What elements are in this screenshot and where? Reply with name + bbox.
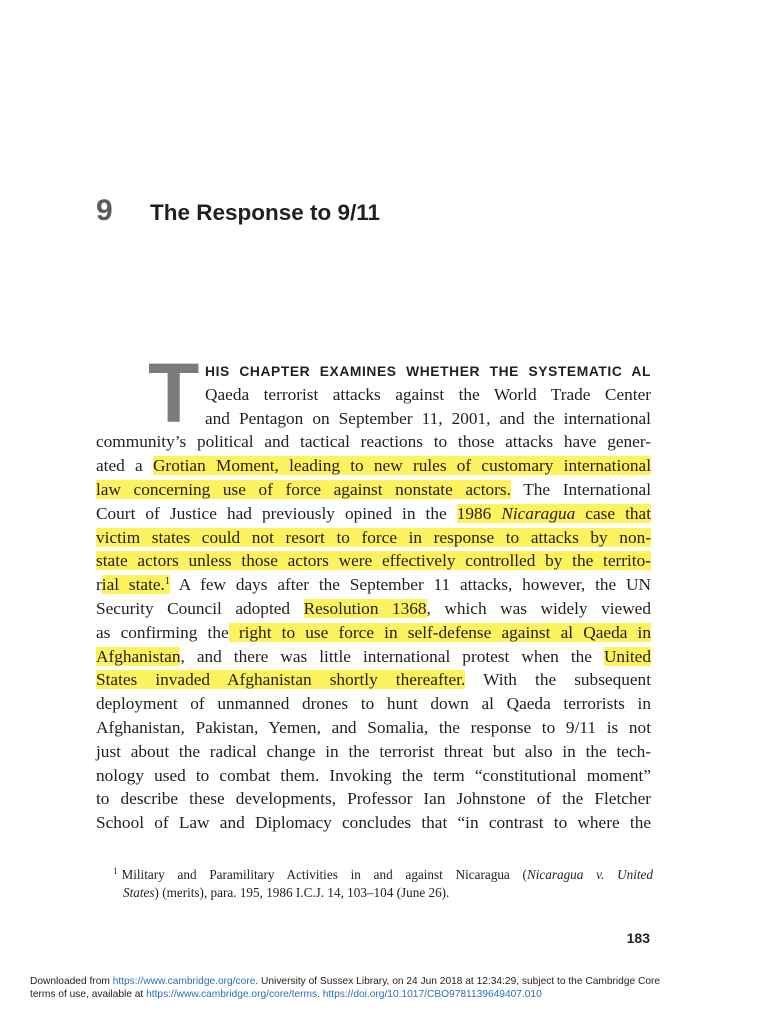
highlight: States invaded Afghanistan shortly thereafter. <box>96 670 466 690</box>
body-text <box>96 346 652 835</box>
text-line <box>96 573 651 597</box>
download-notice <box>30 975 740 1001</box>
text-line <box>96 764 651 788</box>
text-line <box>96 526 651 550</box>
line-text: ial state. <box>101 575 165 595</box>
line-text: Security Council adopted <box>96 598 304 618</box>
text-line <box>96 692 651 716</box>
highlight <box>102 575 170 594</box>
text-line <box>96 502 651 526</box>
highlight: Grotian Moment, leading to new rules of customary international <box>152 456 652 476</box>
text-line <box>96 811 651 835</box>
drop-cap: T <box>148 346 200 440</box>
line-text: case that <box>575 503 651 523</box>
line-text: to describe these developments, Professor Ian Johnstone of the Fletcher <box>96 789 651 809</box>
footnote-text: Military and Paramilitary Activities in and against Nicaragua ( <box>121 867 527 882</box>
line-text: r <box>96 575 102 595</box>
opening-caps: HIS CHAPTER EXAMINES WHETHER THE SYSTEMATIC AL <box>205 364 651 379</box>
text-line <box>96 645 651 669</box>
footnote-ref: 1 <box>164 576 170 588</box>
footnote-mark: 1 <box>113 866 118 876</box>
line-text: 1986 <box>456 503 502 523</box>
terms-link[interactable]: https://www.cambridge.org/core/terms <box>146 989 318 1000</box>
text-line <box>96 549 651 573</box>
line-text: community’s political and tactical reactions to those attacks have gener- <box>96 432 651 452</box>
highlight: Afghanistan <box>96 646 181 666</box>
line-text: With the subsequent <box>465 670 651 690</box>
line-text: , which was widely viewed <box>426 598 651 618</box>
line-text: deployment of unmanned drones to hunt down al Qaeda terrorists in <box>96 694 651 714</box>
line-text: A few days after the September 11 attacks, however, the UN <box>169 575 651 595</box>
line-text: nology used to combat them. Invoking the term “constitutional moment” <box>96 765 651 785</box>
line-text: Court of Justice had previously opined in the <box>96 503 457 523</box>
notice-text: . <box>317 989 323 1000</box>
highlight: state actors unless those actors were effectively controlled by the territo- <box>96 551 651 571</box>
line-text: as confirming the <box>96 622 229 642</box>
text-line <box>96 740 651 764</box>
highlight: law concerning use of force against nonstate actors. <box>96 479 511 499</box>
line-text: and Pentagon on September 11, 2001, and the international <box>205 408 651 428</box>
page-number: 183 <box>626 930 650 946</box>
chapter-title: The Response to 9/11 <box>150 200 381 225</box>
footnote-text: ) (merits), para. 195, 1986 I.C.J. 14, 103–104 (June 26). <box>154 884 450 900</box>
footnote-italic: States <box>123 884 155 900</box>
line-text: Qaeda terrorist attacks against the World Trade Center <box>205 384 651 404</box>
footnote-line <box>113 884 653 902</box>
text-line <box>96 668 651 692</box>
highlight: Resolution 1368 <box>303 598 427 618</box>
highlight: right to use force in self-defense against al Qaeda in <box>228 622 652 642</box>
text-line <box>96 621 651 645</box>
line-text: The International <box>510 479 651 499</box>
highlight: United <box>603 646 651 666</box>
notice-text: . University of Sussex Library, on 24 Jun 2018 at 12:34:29, subject to the Cambridge Core <box>255 976 661 987</box>
text-line <box>96 597 651 621</box>
highlight: victim states could not resort to force in response to attacks by non- <box>96 527 651 547</box>
doi-link[interactable]: https://doi.org/10.1017/CBO9781139649407.010 <box>322 989 542 1000</box>
text-line <box>96 454 651 478</box>
text-line <box>96 716 651 740</box>
highlight <box>457 504 651 523</box>
footnote <box>113 866 653 901</box>
line-text: , and there was little international protest when the <box>180 646 604 666</box>
line-text: School of Law and Diplomacy concludes that “in contrast to where the <box>96 813 651 833</box>
cambridge-core-link[interactable]: https://www.cambridge.org/core <box>112 976 256 987</box>
chapter-number: 9 <box>96 194 113 227</box>
line-text: ated a <box>96 456 153 476</box>
text-line <box>96 787 651 811</box>
notice-text: terms of use, available at <box>30 989 147 1000</box>
line-text: just about the radical change in the terrorist threat but also in the tech- <box>96 741 651 761</box>
text-line <box>96 478 651 502</box>
notice-text: Downloaded from <box>30 976 113 987</box>
case-name-italic: Nicaragua <box>501 503 576 523</box>
footnote-line <box>113 866 653 884</box>
footnote-italic: Nicaragua v. United <box>526 867 653 882</box>
line-text: Afghanistan, Pakistan, Yemen, and Somalia, the response to 9/11 is not <box>96 717 651 737</box>
